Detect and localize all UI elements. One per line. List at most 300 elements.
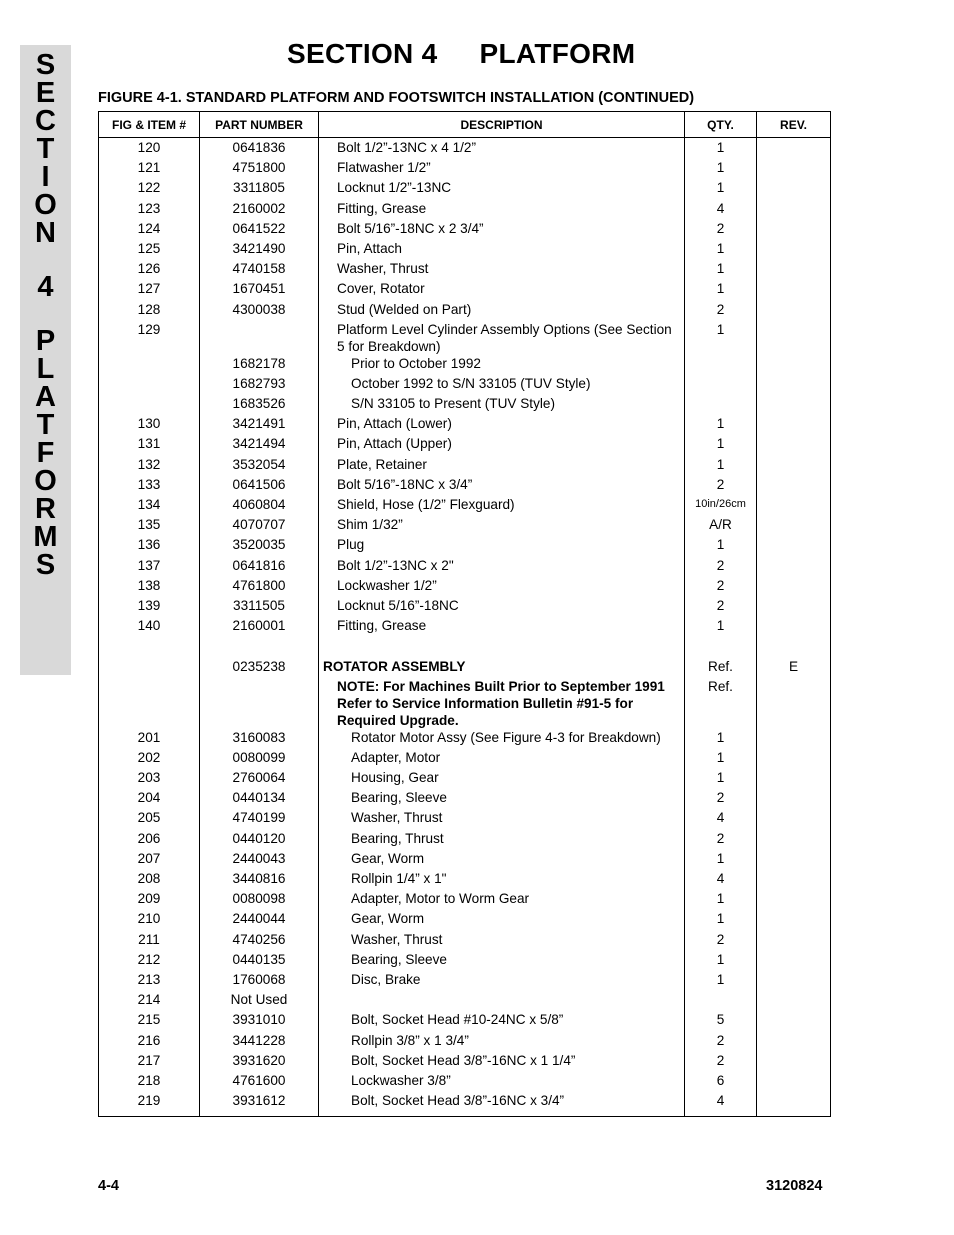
cell-part-number: 1670451 — [200, 280, 319, 300]
table-row — [99, 415, 831, 435]
cell-rev — [757, 1011, 831, 1031]
cell-item: 134 — [99, 496, 200, 516]
cell-qty: 10in/26cm — [685, 496, 757, 516]
cell-description: Bearing, Sleeve — [319, 789, 685, 809]
cell-item: 124 — [99, 220, 200, 240]
cell-description: Platform Level Cylinder Assembly Options (See Section 5 for Breakdown) — [319, 321, 685, 355]
side-tab-letter: T — [36, 133, 55, 165]
table-row — [99, 557, 831, 577]
table-row — [99, 637, 831, 657]
side-tab-letter: C — [35, 105, 56, 137]
cell-description: Plate, Retainer — [319, 456, 685, 476]
table-row — [99, 658, 831, 678]
cell-part-number: 3520035 — [200, 536, 319, 556]
cell-part-number: 0641522 — [200, 220, 319, 240]
cell-item: 120 — [99, 138, 200, 160]
cell-part-number: 3532054 — [200, 456, 319, 476]
side-tab-letter: 4 — [37, 271, 54, 303]
cell-part-number: 3440816 — [200, 870, 319, 890]
cell-qty: 1 — [685, 951, 757, 971]
side-tab-letter: N — [35, 217, 56, 249]
cell-part-number: 0440120 — [200, 830, 319, 850]
side-tab-letter: I — [41, 161, 50, 193]
cell-rev — [757, 1092, 831, 1117]
table-row — [99, 435, 831, 455]
table-row — [99, 476, 831, 496]
side-tab-letter: P — [35, 325, 56, 357]
cell-rev — [757, 729, 831, 749]
cell-part-number: 4761800 — [200, 577, 319, 597]
cell-qty: 1 — [685, 321, 757, 355]
cell-qty: 1 — [685, 280, 757, 300]
cell-qty: 1 — [685, 260, 757, 280]
section-name: PLATFORM — [479, 38, 636, 69]
page-number: 4-4 — [98, 1178, 119, 1194]
side-tab-letter: A — [35, 381, 56, 413]
cell-description: Washer, Thrust — [319, 809, 685, 829]
cell-qty: 2 — [685, 476, 757, 496]
cell-description: Plug — [319, 536, 685, 556]
table-row — [99, 321, 831, 355]
cell-rev — [757, 789, 831, 809]
table-row — [99, 890, 831, 910]
cell-description: Rotator Motor Assy (See Figure 4-3 for Breakdown) — [319, 729, 685, 749]
cell-rev — [757, 637, 831, 657]
cell-rev — [757, 220, 831, 240]
cell-item: 212 — [99, 951, 200, 971]
table-row — [99, 769, 831, 789]
cell-part-number: 0080099 — [200, 749, 319, 769]
cell-rev — [757, 395, 831, 415]
cell-qty: 2 — [685, 597, 757, 617]
cell-description: Adapter, Motor — [319, 749, 685, 769]
cell-qty: 2 — [685, 1052, 757, 1072]
cell-qty: 1 — [685, 456, 757, 476]
cell-description: Gear, Worm — [319, 910, 685, 930]
cell-part-number — [200, 678, 319, 729]
table-row — [99, 617, 831, 637]
cell-rev — [757, 951, 831, 971]
cell-qty: 1 — [685, 240, 757, 260]
cell-rev — [757, 321, 831, 355]
cell-qty: 1 — [685, 729, 757, 749]
cell-qty: 1 — [685, 617, 757, 637]
cell-item: 121 — [99, 159, 200, 179]
side-tab-letter: S — [35, 49, 56, 81]
cell-description: Fitting, Grease — [319, 617, 685, 637]
cell-description: Adapter, Motor to Worm Gear — [319, 890, 685, 910]
cell-item: 205 — [99, 809, 200, 829]
table-row — [99, 729, 831, 749]
cell-item: 214 — [99, 991, 200, 1011]
cell-description: Gear, Worm — [319, 850, 685, 870]
table-row — [99, 1052, 831, 1072]
cell-qty: 2 — [685, 301, 757, 321]
col-header-item: FIG & ITEM # — [99, 112, 200, 138]
cell-qty: 1 — [685, 415, 757, 435]
cell-item: 201 — [99, 729, 200, 749]
table-row — [99, 516, 831, 536]
side-tab-letter: E — [35, 77, 56, 109]
table-row — [99, 870, 831, 890]
cell-item: 128 — [99, 301, 200, 321]
cell-part-number — [200, 321, 319, 355]
cell-qty: Ref. — [685, 658, 757, 678]
cell-qty: 1 — [685, 749, 757, 769]
cell-description: Housing, Gear — [319, 769, 685, 789]
cell-description: Fitting, Grease — [319, 200, 685, 220]
cell-qty: 2 — [685, 1032, 757, 1052]
cell-item: 216 — [99, 1032, 200, 1052]
document-number: 3120824 — [766, 1178, 823, 1194]
cell-item: 210 — [99, 910, 200, 930]
table-row — [99, 951, 831, 971]
table-row — [99, 220, 831, 240]
cell-part-number: 0641816 — [200, 557, 319, 577]
cell-description: Shim 1/32” — [319, 516, 685, 536]
cell-item: 206 — [99, 830, 200, 850]
cell-qty: A/R — [685, 516, 757, 536]
cell-rev — [757, 456, 831, 476]
cell-part-number: 3421491 — [200, 415, 319, 435]
cell-item: 139 — [99, 597, 200, 617]
cell-item: 127 — [99, 280, 200, 300]
cell-part-number: 2160001 — [200, 617, 319, 637]
cell-item — [99, 637, 200, 657]
cell-description: Washer, Thrust — [319, 260, 685, 280]
figure-title: FIGURE 4-1. STANDARD PLATFORM AND FOOTSWITCH INSTALLATION (CONTINUED) — [98, 90, 695, 106]
cell-part-number: 4740158 — [200, 260, 319, 280]
side-tab-letter: O — [34, 465, 57, 497]
cell-part-number: 0080098 — [200, 890, 319, 910]
cell-qty: 4 — [685, 200, 757, 220]
table-row — [99, 809, 831, 829]
cell-part-number: 2440044 — [200, 910, 319, 930]
cell-description: Shield, Hose (1/2” Flexguard) — [319, 496, 685, 516]
cell-part-number: 4751800 — [200, 159, 319, 179]
cell-part-number: 0235238 — [200, 658, 319, 678]
table-row — [99, 260, 831, 280]
cell-part-number: 0641506 — [200, 476, 319, 496]
cell-item — [99, 395, 200, 415]
cell-rev — [757, 850, 831, 870]
table-row — [99, 456, 831, 476]
cell-part-number: 1683526 — [200, 395, 319, 415]
cell-part-number: 1682793 — [200, 375, 319, 395]
cell-part-number: 4070707 — [200, 516, 319, 536]
cell-qty: 2 — [685, 557, 757, 577]
cell-description: Bolt 5/16”-18NC x 3/4” — [319, 476, 685, 496]
side-tab-letter: F — [36, 437, 55, 469]
cell-item: 122 — [99, 179, 200, 199]
cell-item: 136 — [99, 536, 200, 556]
cell-part-number: 0440135 — [200, 951, 319, 971]
cell-part-number: 3931620 — [200, 1052, 319, 1072]
cell-rev — [757, 890, 831, 910]
side-tab-letter: O — [34, 189, 57, 221]
table-row — [99, 789, 831, 809]
table-row — [99, 1032, 831, 1052]
cell-part-number: 3931010 — [200, 1011, 319, 1031]
cell-description: Bolt 5/16”-18NC x 2 3/4” — [319, 220, 685, 240]
cell-rev — [757, 138, 831, 160]
cell-qty — [685, 355, 757, 375]
cell-qty: 1 — [685, 179, 757, 199]
table-row — [99, 159, 831, 179]
cell-qty: 2 — [685, 577, 757, 597]
cell-description: S/N 33105 to Present (TUV Style) — [319, 395, 685, 415]
cell-qty: 6 — [685, 1072, 757, 1092]
cell-rev — [757, 617, 831, 637]
cell-part-number: 1760068 — [200, 971, 319, 991]
cell-part-number: 3421494 — [200, 435, 319, 455]
section-side-tab — [20, 45, 71, 675]
cell-item: 137 — [99, 557, 200, 577]
cell-rev — [757, 1072, 831, 1092]
cell-qty: 1 — [685, 971, 757, 991]
cell-rev — [757, 678, 831, 729]
col-header-part-number: PART NUMBER — [200, 112, 319, 138]
cell-qty: 1 — [685, 159, 757, 179]
cell-item — [99, 375, 200, 395]
cell-rev — [757, 415, 831, 435]
table-row — [99, 597, 831, 617]
table-row — [99, 971, 831, 991]
cell-part-number: 4740256 — [200, 931, 319, 951]
table-row — [99, 991, 831, 1011]
cell-description: Lockwasher 3/8” — [319, 1072, 685, 1092]
cell-description: Bearing, Thrust — [319, 830, 685, 850]
parts-table-body — [99, 138, 831, 1117]
cell-part-number: 3931612 — [200, 1092, 319, 1117]
cell-item: 140 — [99, 617, 200, 637]
col-header-description: DESCRIPTION — [319, 112, 685, 138]
cell-rev — [757, 870, 831, 890]
cell-item: 123 — [99, 200, 200, 220]
cell-description: Bolt, Socket Head 3/8”-16NC x 1 1/4” — [319, 1052, 685, 1072]
cell-part-number: 0641836 — [200, 138, 319, 160]
cell-description: Locknut 1/2”-13NC — [319, 179, 685, 199]
cell-qty: 4 — [685, 1092, 757, 1117]
cell-description: Disc, Brake — [319, 971, 685, 991]
cell-part-number: 4300038 — [200, 301, 319, 321]
cell-item: 213 — [99, 971, 200, 991]
cell-qty: 1 — [685, 890, 757, 910]
cell-item: 204 — [99, 789, 200, 809]
cell-description: Pin, Attach (Upper) — [319, 435, 685, 455]
cell-qty — [685, 637, 757, 657]
table-row — [99, 830, 831, 850]
cell-part-number: 2160002 — [200, 200, 319, 220]
cell-qty: 2 — [685, 830, 757, 850]
cell-item: 126 — [99, 260, 200, 280]
cell-description: Rollpin 1/4” x 1" — [319, 870, 685, 890]
table-row — [99, 200, 831, 220]
cell-description — [319, 637, 685, 657]
cell-item: 132 — [99, 456, 200, 476]
table-row — [99, 355, 831, 375]
table-row — [99, 179, 831, 199]
table-row — [99, 395, 831, 415]
side-tab-letter: S — [35, 549, 56, 581]
cell-part-number: 3441228 — [200, 1032, 319, 1052]
cell-description: Rollpin 3/8” x 1 3/4” — [319, 1032, 685, 1052]
cell-rev — [757, 496, 831, 516]
cell-item: 219 — [99, 1092, 200, 1117]
cell-item: 207 — [99, 850, 200, 870]
cell-description: Stud (Welded on Part) — [319, 301, 685, 321]
cell-qty — [685, 991, 757, 1011]
cell-item — [99, 678, 200, 729]
cell-description: Bolt 1/2”-13NC x 2" — [319, 557, 685, 577]
cell-description: Flatwasher 1/2” — [319, 159, 685, 179]
table-row — [99, 240, 831, 260]
cell-qty — [685, 395, 757, 415]
cell-qty: 2 — [685, 931, 757, 951]
cell-part-number — [200, 637, 319, 657]
cell-rev — [757, 749, 831, 769]
table-row — [99, 931, 831, 951]
table-row — [99, 850, 831, 870]
cell-description: Bolt, Socket Head 3/8”-16NC x 3/4” — [319, 1092, 685, 1117]
cell-rev — [757, 435, 831, 455]
cell-rev: E — [757, 658, 831, 678]
cell-description: Locknut 5/16”-18NC — [319, 597, 685, 617]
cell-rev — [757, 301, 831, 321]
cell-rev — [757, 536, 831, 556]
cell-part-number: 3311505 — [200, 597, 319, 617]
cell-qty: 2 — [685, 789, 757, 809]
section-label: SECTION 4 — [287, 38, 438, 69]
cell-part-number: 3311805 — [200, 179, 319, 199]
cell-rev — [757, 1032, 831, 1052]
table-row — [99, 577, 831, 597]
cell-description: ROTATOR ASSEMBLY — [319, 658, 685, 678]
cell-rev — [757, 260, 831, 280]
cell-item — [99, 355, 200, 375]
cell-description: Bolt, Socket Head #10-24NC x 5/8” — [319, 1011, 685, 1031]
side-tab-letter: T — [36, 409, 55, 441]
cell-description: Lockwasher 1/2” — [319, 577, 685, 597]
cell-description: Cover, Rotator — [319, 280, 685, 300]
cell-qty: 1 — [685, 536, 757, 556]
cell-part-number: 4060804 — [200, 496, 319, 516]
table-row — [99, 678, 831, 729]
cell-item: 217 — [99, 1052, 200, 1072]
cell-qty: 1 — [685, 850, 757, 870]
cell-description: Bearing, Sleeve — [319, 951, 685, 971]
cell-part-number: 0440134 — [200, 789, 319, 809]
table-row — [99, 1092, 831, 1117]
cell-description: Pin, Attach — [319, 240, 685, 260]
cell-part-number: 3160083 — [200, 729, 319, 749]
cell-qty: 1 — [685, 435, 757, 455]
cell-item: 133 — [99, 476, 200, 496]
cell-item: 130 — [99, 415, 200, 435]
table-header-row — [99, 112, 831, 138]
table-row — [99, 280, 831, 300]
cell-item: 129 — [99, 321, 200, 355]
cell-qty — [685, 375, 757, 395]
cell-rev — [757, 830, 831, 850]
cell-rev — [757, 910, 831, 930]
cell-item: 215 — [99, 1011, 200, 1031]
cell-rev — [757, 931, 831, 951]
cell-description: October 1992 to S/N 33105 (TUV Style) — [319, 375, 685, 395]
cell-part-number: 1682178 — [200, 355, 319, 375]
cell-part-number: 2440043 — [200, 850, 319, 870]
table-row — [99, 1011, 831, 1031]
cell-item: 125 — [99, 240, 200, 260]
cell-description — [319, 991, 685, 1011]
cell-item: 131 — [99, 435, 200, 455]
cell-qty: 1 — [685, 769, 757, 789]
cell-rev — [757, 809, 831, 829]
cell-item: 202 — [99, 749, 200, 769]
cell-item: 211 — [99, 931, 200, 951]
cell-qty: 4 — [685, 809, 757, 829]
cell-description: NOTE: For Machines Built Prior to September 1991 Refer to Service Information Bulletin #91-5 for Required Upgrade. — [319, 678, 685, 729]
cell-rev — [757, 1052, 831, 1072]
cell-item: 209 — [99, 890, 200, 910]
table-row — [99, 138, 831, 160]
cell-rev — [757, 971, 831, 991]
cell-rev — [757, 516, 831, 536]
col-header-qty: QTY. — [685, 112, 757, 138]
cell-item: 203 — [99, 769, 200, 789]
cell-rev — [757, 355, 831, 375]
page-title — [287, 38, 635, 70]
cell-item: 218 — [99, 1072, 200, 1092]
side-tab-letter: M — [33, 521, 58, 553]
cell-qty: 1 — [685, 910, 757, 930]
cell-qty: 1 — [685, 138, 757, 160]
cell-part-number: 3421490 — [200, 240, 319, 260]
cell-description: Prior to October 1992 — [319, 355, 685, 375]
cell-rev — [757, 375, 831, 395]
cell-rev — [757, 577, 831, 597]
cell-qty: 5 — [685, 1011, 757, 1031]
side-tab-letter: R — [35, 493, 56, 525]
cell-description: Bolt 1/2”-13NC x 4 1/2” — [319, 138, 685, 160]
cell-part-number: 4761600 — [200, 1072, 319, 1092]
cell-part-number: 2760064 — [200, 769, 319, 789]
col-header-rev: REV. — [757, 112, 831, 138]
cell-qty: 2 — [685, 220, 757, 240]
parts-table — [98, 111, 831, 1117]
cell-part-number: Not Used — [200, 991, 319, 1011]
side-tab-letter: L — [36, 353, 55, 385]
cell-part-number: 4740199 — [200, 809, 319, 829]
cell-rev — [757, 476, 831, 496]
table-row — [99, 496, 831, 516]
cell-description: Washer, Thrust — [319, 931, 685, 951]
table-row — [99, 301, 831, 321]
cell-rev — [757, 159, 831, 179]
cell-item: 208 — [99, 870, 200, 890]
table-row — [99, 1072, 831, 1092]
cell-rev — [757, 991, 831, 1011]
cell-item — [99, 658, 200, 678]
cell-qty: 4 — [685, 870, 757, 890]
cell-rev — [757, 200, 831, 220]
cell-rev — [757, 557, 831, 577]
cell-item: 138 — [99, 577, 200, 597]
cell-rev — [757, 280, 831, 300]
table-row — [99, 536, 831, 556]
cell-rev — [757, 179, 831, 199]
table-row — [99, 375, 831, 395]
